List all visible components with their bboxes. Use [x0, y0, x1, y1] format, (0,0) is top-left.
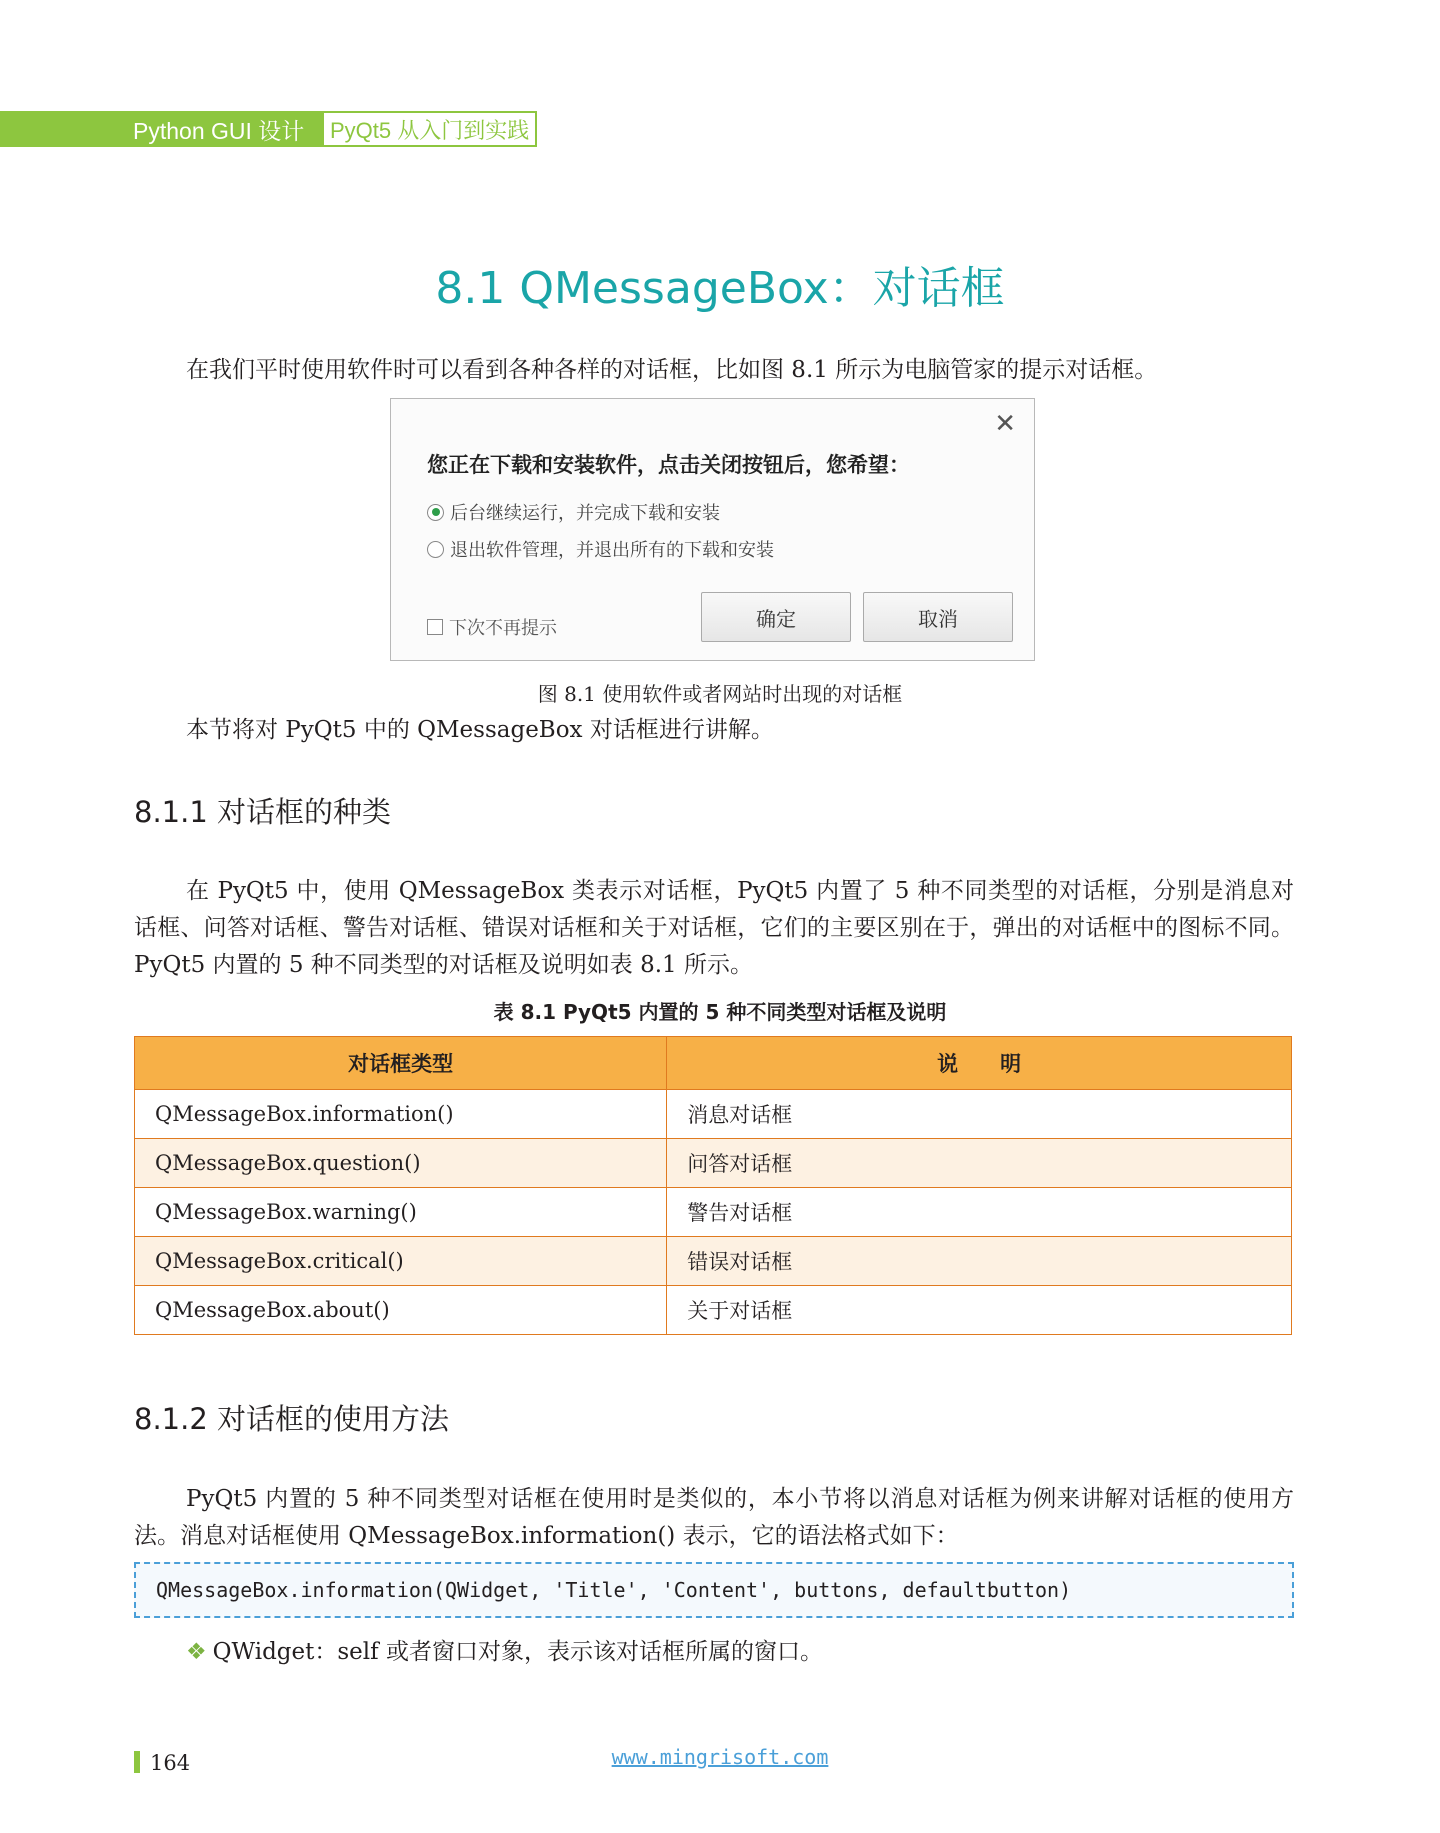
- bullet-icon: ❖: [186, 1639, 207, 1665]
- dialog-ok-button: 确定: [701, 592, 851, 642]
- table-caption: 表 8.1 PyQt5 内置的 5 种不同类型对话框及说明: [493, 1000, 947, 1024]
- usage-paragraph: PyQt5 内置的 5 种不同类型对话框在使用时是类似的，本小节将以消息对话框为例来讲解对话框的使用方法。消息对话框使用 QMessageBox.information() 表示，它的语法格式如下：: [134, 1486, 1294, 1549]
- book-title: Python GUI 设计: [0, 111, 322, 147]
- table-row: [135, 1237, 1292, 1286]
- subsection-title-usage: 8.1.2 对话框的使用方法: [134, 1402, 450, 1436]
- dialog-checkbox: [427, 614, 557, 640]
- table-cell-type: QMessageBox.information(): [135, 1090, 667, 1139]
- code-block: [134, 1562, 1294, 1618]
- table-cell-type: QMessageBox.critical(): [135, 1237, 667, 1286]
- option-label: 后台继续运行，并完成下载和安装: [450, 503, 720, 524]
- table-cell-desc: 问答对话框: [667, 1139, 1292, 1188]
- bullet-text: QWidget：self 或者窗口对象，表示该对话框所属的窗口。: [212, 1639, 823, 1665]
- intro-paragraph: 在我们平时使用软件时可以看到各种各样的对话框，比如图 8.1 所示为电脑管家的提示对话框。: [186, 357, 1158, 383]
- table-header-row: [135, 1037, 1292, 1090]
- checkbox-icon: [427, 619, 443, 635]
- table-row: [135, 1286, 1292, 1335]
- types-paragraph: 在 PyQt5 中，使用 QMessageBox 类表示对话框，PyQt5 内置了 5 种不同类型的对话框，分别是消息对话框、问答对话框、警告对话框、错误对话框和关于对话框，它们的主要区别在于，弹出的对话框中的图标不同。PyQt5 内置的 5 种不同类型的对话框及说明如表 8.1 所示。: [134, 878, 1294, 978]
- section-title: 8.1 QMessageBox：对话框: [435, 263, 1005, 314]
- dialog-cancel-button: 取消: [863, 592, 1013, 642]
- subsection-title-types: 8.1.1 对话框的种类: [134, 795, 392, 829]
- checkbox-label: 下次不再提示: [449, 618, 557, 639]
- table-header-type: 对话框类型: [135, 1037, 667, 1090]
- table-row: [135, 1188, 1292, 1237]
- table-header-desc: 说 明: [667, 1037, 1292, 1090]
- dialog-title: 您正在下载和安装软件，点击关闭按钮后，您希望：: [427, 453, 910, 477]
- param-bullet: [186, 1633, 823, 1666]
- table-row: [135, 1090, 1292, 1139]
- table-cell-desc: 警告对话框: [667, 1188, 1292, 1237]
- table-row: [135, 1139, 1292, 1188]
- option-label: 退出软件管理，并退出所有的下载和安装: [450, 540, 774, 561]
- close-icon: ✕: [994, 409, 1016, 439]
- radio-selected-icon: [427, 504, 444, 521]
- radio-empty-icon: [427, 541, 444, 558]
- table-cell-type: QMessageBox.question(): [135, 1139, 667, 1188]
- footer-url-link[interactable]: www.mingrisoft.com: [611, 1745, 829, 1769]
- dialog-option-exit: [427, 536, 774, 562]
- page-number: 164: [150, 1751, 191, 1775]
- dialog-figure: [390, 398, 1035, 661]
- after-figure-paragraph: 本节将对 PyQt5 中的 QMessageBox 对话框进行讲解。: [186, 717, 774, 743]
- running-header: [0, 111, 544, 147]
- dialog-types-table: [134, 1036, 1292, 1335]
- dialog-option-continue: [427, 499, 720, 525]
- table-cell-desc: 关于对话框: [667, 1286, 1292, 1335]
- table-cell-desc: 错误对话框: [667, 1237, 1292, 1286]
- book-subtitle: PyQt5 从入门到实践: [322, 111, 537, 147]
- table-cell-type: QMessageBox.warning(): [135, 1188, 667, 1237]
- code-line: QMessageBox.information(QWidget, 'Title', 'Content', buttons, defaultbutton): [156, 1578, 1072, 1602]
- figure-caption: 图 8.1 使用软件或者网站时出现的对话框: [537, 682, 903, 706]
- table-cell-desc: 消息对话框: [667, 1090, 1292, 1139]
- table-cell-type: QMessageBox.about(): [135, 1286, 667, 1335]
